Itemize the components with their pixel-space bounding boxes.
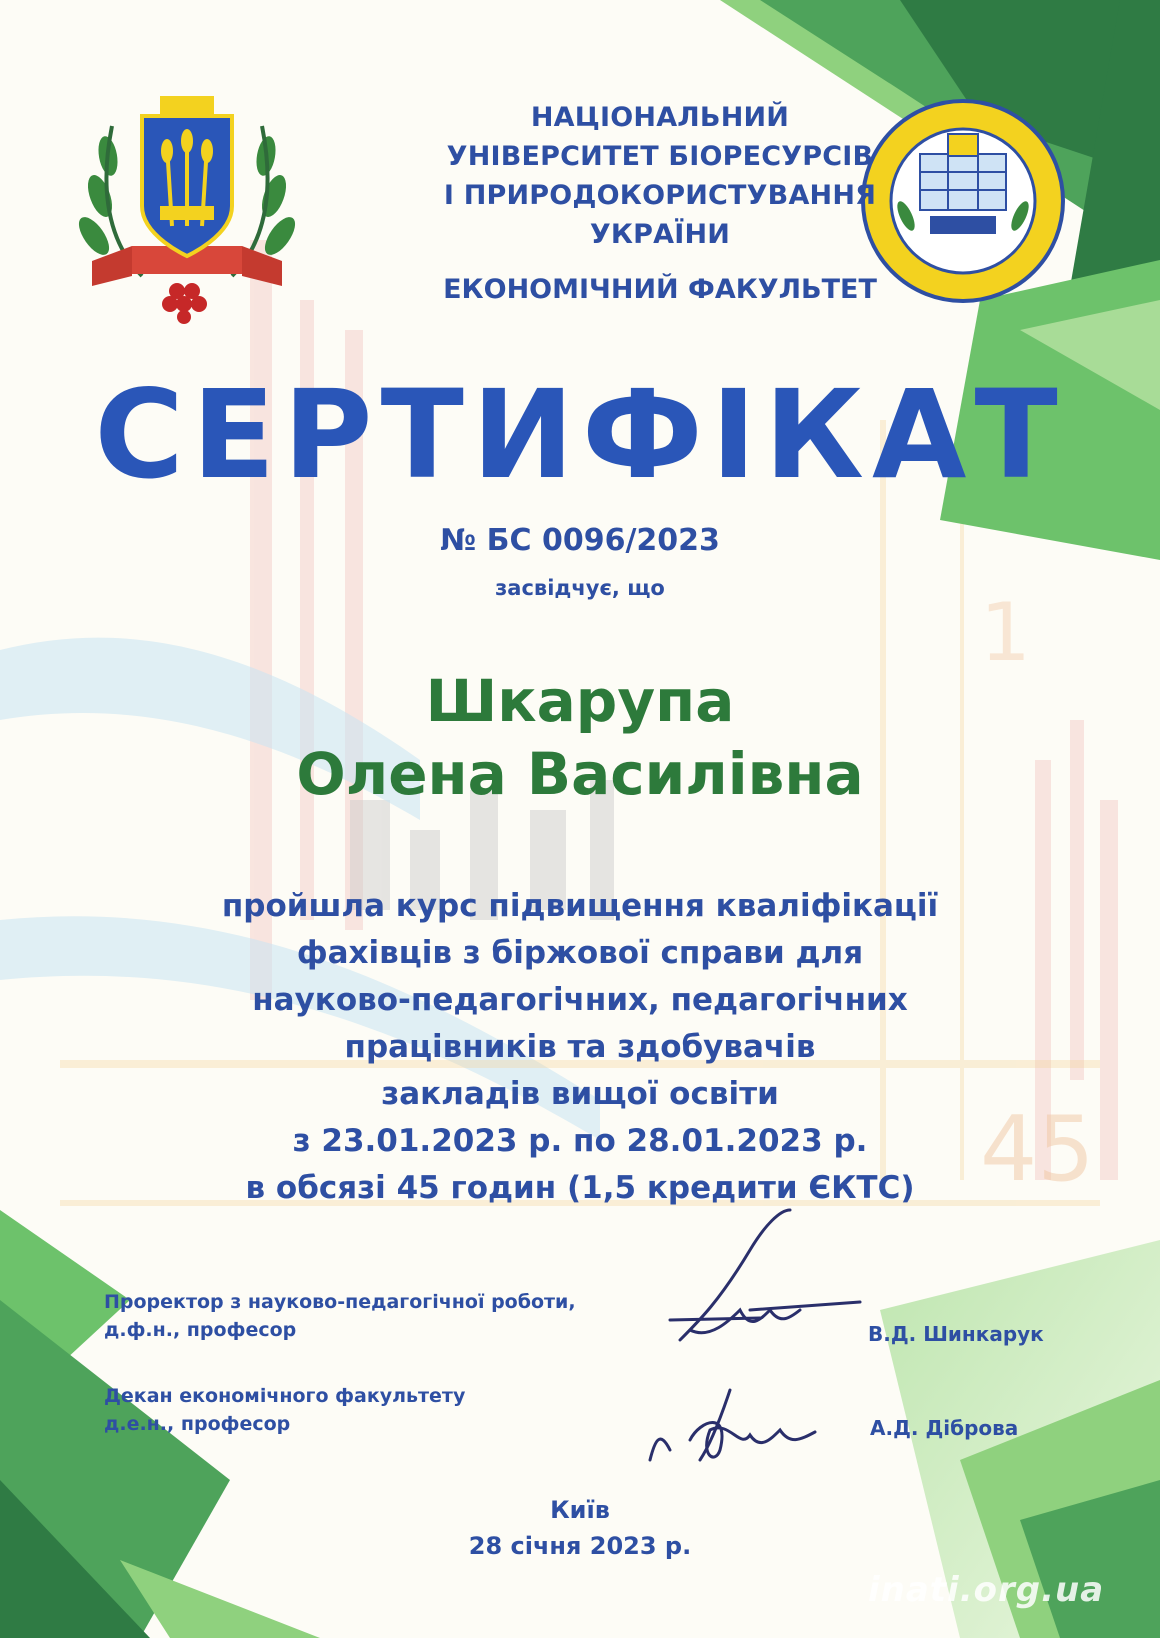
recipient-given-names: Олена Василівна [296, 740, 864, 808]
course-description [0, 883, 1160, 1212]
university-name-line: УКРАЇНИ [589, 219, 731, 250]
course-line: закладів вищої освіти [381, 1076, 779, 1112]
recipient-name [0, 665, 1160, 811]
watermark: inati.org.ua [868, 1570, 1105, 1610]
university-name-line: УНІВЕРСИТЕТ БІОРЕСУРСІВ [446, 141, 874, 172]
course-line: фахівців з біржової справи для [296, 935, 864, 971]
footer-city: Київ [550, 1496, 610, 1524]
course-line: в обсязі 45 годин (1,5 кредити ЄКТС) [245, 1170, 915, 1206]
signatory-name: А.Д. Діброва [870, 1416, 1019, 1440]
faculty-name: ЕКОНОМІЧНИЙ ФАКУЛЬТЕТ [443, 274, 877, 305]
recipient-surname: Шкарупа [425, 667, 735, 735]
university-name [0, 98, 1160, 254]
handwritten-signature-icon [640, 1190, 880, 1470]
course-line: науково-педагогічних, педагогічних [252, 982, 908, 1018]
course-line: пройшла курс підвищення кваліфікації [221, 888, 939, 924]
footer-place-date [0, 1492, 1160, 1564]
certificate-title: СЕРТИФІКАТ [94, 364, 1066, 506]
signatory-degree: д.ф.н., професор [104, 1319, 297, 1341]
signature-block-vice-rector [104, 1288, 576, 1344]
university-name-line: НАЦІОНАЛЬНИЙ [530, 102, 790, 133]
signature-block-dean [104, 1382, 465, 1438]
signatory-role: Декан економічного факультету [104, 1385, 466, 1407]
course-line: працівників та здобувачів [344, 1029, 816, 1065]
certificate-number: № БС 0096/2023 [440, 523, 720, 558]
svg-text:45: 45 [980, 1097, 1095, 1202]
signatory-role: Проректор з науково-педагогічної роботи, [104, 1291, 576, 1313]
course-line: з 23.01.2023 р. по 28.01.2023 р. [292, 1123, 868, 1159]
footer-date: 28 січня 2023 р. [468, 1532, 692, 1560]
svg-text:1: 1 [980, 586, 1031, 679]
university-name-line: І ПРИРОДОКОРИСТУВАННЯ [443, 180, 877, 211]
certifies-text: засвідчує, що [495, 576, 665, 600]
signatory-name: В.Д. Шинкарук [868, 1322, 1044, 1346]
signatory-degree: д.е.н., професор [104, 1413, 291, 1435]
